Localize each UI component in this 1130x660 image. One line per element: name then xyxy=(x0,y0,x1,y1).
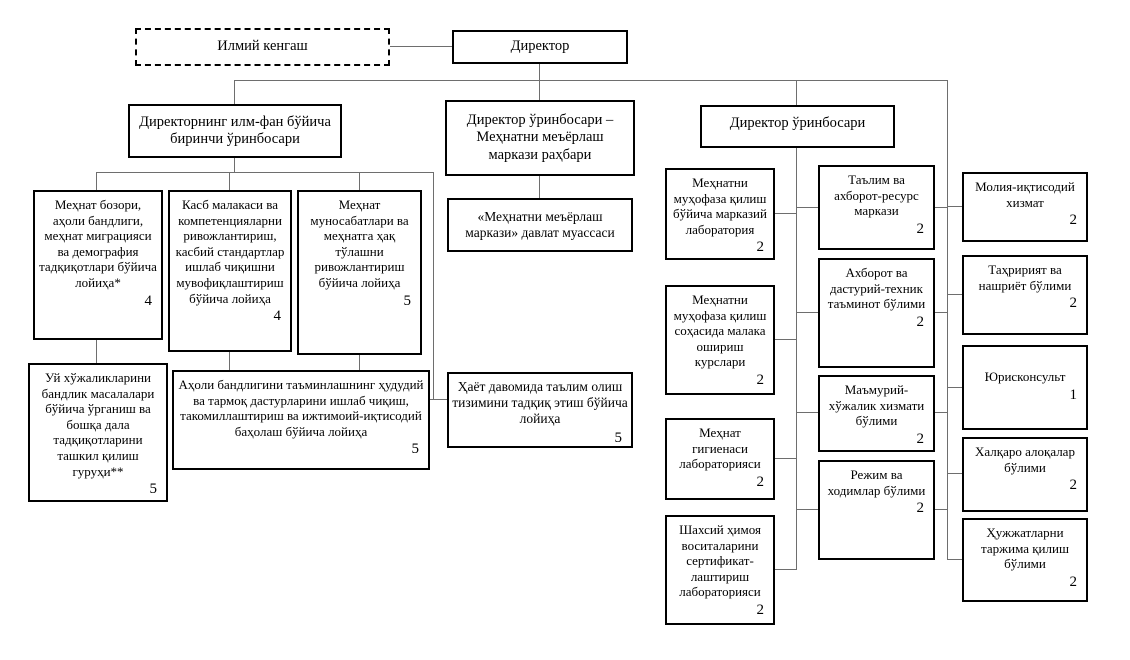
connector-line xyxy=(947,473,962,474)
connector-line xyxy=(96,172,97,191)
connector-line xyxy=(797,412,818,413)
staff-count: 2 xyxy=(1069,212,1077,229)
regime-personnel-dept-box xyxy=(818,460,935,560)
unit-label: Юрисконсульт xyxy=(984,369,1066,384)
connector-line xyxy=(234,80,235,105)
staff-count: 5 xyxy=(614,429,622,446)
connector-line xyxy=(797,207,818,208)
connector-line xyxy=(390,46,452,47)
deputy-label: Директор ўринбосари xyxy=(729,115,866,131)
connector-line xyxy=(234,80,948,81)
hygiene-lab-box xyxy=(665,418,775,500)
labor-protection-lab-box xyxy=(665,168,775,260)
unit-label: Меҳнат гигиенаси лабораторияси xyxy=(679,425,761,472)
connector-line xyxy=(947,387,962,388)
staff-count: 2 xyxy=(1069,573,1077,590)
connector-line xyxy=(775,213,797,214)
unit-label: Касб малакаси ва компетенцияларни ривожлантириш, касбий стандартлар ишлаб чиқишни мувофиқлаштириш бўйича лойиҳа xyxy=(175,197,285,306)
staff-count: 2 xyxy=(1069,295,1077,312)
connector-line xyxy=(359,355,360,371)
unit-label: Меҳнат бозори, аҳоли бандлиги, меҳнат миграцияси ва демография тадқиқотлари бўйича лойиҳа* xyxy=(39,197,157,290)
connector-line xyxy=(359,172,360,191)
connector-line xyxy=(96,340,97,364)
unit-label: Таълим ва ахборот-ресурс маркази xyxy=(834,172,919,219)
connector-line xyxy=(229,352,230,371)
connector-line xyxy=(229,172,230,191)
household-group-box xyxy=(28,363,168,502)
labor-relations-project-box xyxy=(297,190,422,355)
unit-label: Шахсий ҳимоя воситаларини сертификат-лаштириш лабораторияси xyxy=(679,522,761,600)
unit-label: Аҳоли бандлигини таъминлашнинг ҳудудий ва тармоқ дастурларини ишлаб чиқиш, такомиллаштириш ва ижтимоий-иқтисодий баҳолаш бўйича лойиҳа xyxy=(178,377,424,439)
unit-label: Маъмурий-хўжалик хизмати бўлими xyxy=(828,382,925,429)
connector-line xyxy=(96,172,434,173)
staff-count: 4 xyxy=(144,292,152,309)
connector-line xyxy=(797,509,818,510)
staff-count: 2 xyxy=(756,601,764,618)
unit-label: Уй хўжаликларини бандлик масалалари бўйича ўрганиш ва бошқа дала тадқиқотларини ташкил қилиш гуруҳи** xyxy=(41,370,155,479)
norm-deputy-box xyxy=(445,100,635,176)
staff-count: 4 xyxy=(273,308,281,325)
staff-count: 2 xyxy=(756,239,764,256)
staff-count: 2 xyxy=(1069,477,1077,494)
labor-market-project-box xyxy=(33,190,163,340)
unit-label: Таҳририят ва нашриёт бўлими xyxy=(978,262,1072,293)
education-resource-center-box xyxy=(818,165,935,250)
editorial-dept-box xyxy=(962,255,1088,335)
translation-dept-box xyxy=(962,518,1088,602)
competence-project-box xyxy=(168,190,292,352)
connector-line xyxy=(539,80,540,101)
staff-count: 2 xyxy=(756,473,764,490)
connector-line xyxy=(947,80,948,560)
connector-line xyxy=(775,339,797,340)
unit-label: Ахборот ва дастурий-техник таъминот бўлими xyxy=(827,265,926,312)
unit-label: Режим ва ходимлар бўлими xyxy=(827,467,926,498)
qualification-courses-box xyxy=(665,285,775,395)
unit-label: Ҳужжатларни таржима қилиш бўлими xyxy=(981,525,1069,572)
connector-line xyxy=(775,458,797,459)
admin-service-dept-box xyxy=(818,375,935,452)
connector-line xyxy=(433,172,434,400)
science-council-label: Илмий кенгаш xyxy=(217,38,308,55)
connector-line xyxy=(797,312,818,313)
staff-count: 2 xyxy=(756,371,764,388)
connector-line xyxy=(947,206,962,207)
director-label: Директор xyxy=(510,38,570,55)
finance-service-box xyxy=(962,172,1088,242)
employment-program-project-box xyxy=(172,370,430,470)
director-box xyxy=(452,30,628,64)
unit-label: Молия-иқтисодий хизмат xyxy=(975,179,1075,210)
unit-label: Ҳаёт давомида таълим олиш тизимини тадқиқ этиш бўйича лойиҳа xyxy=(452,379,628,427)
science-council-box xyxy=(135,28,390,66)
connector-line xyxy=(234,158,235,173)
staff-count: 2 xyxy=(916,430,924,447)
connector-line xyxy=(796,148,797,570)
staff-count: 2 xyxy=(916,220,924,237)
staff-count: 5 xyxy=(149,481,157,498)
norm-center-label: «Меҳнатни меъёрлаш маркази» давлат муассаси xyxy=(465,208,615,240)
first-deputy-label: Директорнинг илм-фан бўйича биринчи ўринбосари xyxy=(139,113,331,147)
connector-line xyxy=(796,80,797,106)
legal-counsel-box xyxy=(962,345,1088,430)
norm-center-box xyxy=(447,198,633,252)
international-dept-box xyxy=(962,437,1088,512)
connector-line xyxy=(539,64,540,81)
staff-count: 1 xyxy=(1069,386,1077,403)
staff-count: 2 xyxy=(916,500,924,517)
staff-count: 5 xyxy=(403,292,411,309)
norm-deputy-label: Директор ўринбосари – Меҳнатни меъёрлаш маркази раҳбари xyxy=(466,111,614,163)
it-support-dept-box xyxy=(818,258,935,368)
connector-line xyxy=(947,294,962,295)
unit-label: Меҳнатни муҳофаза қилиш бўйича марказий лаборатория xyxy=(673,175,767,237)
first-deputy-box xyxy=(128,104,342,158)
staff-count: 2 xyxy=(916,313,924,330)
connector-line xyxy=(775,569,797,570)
unit-label: Меҳнат муносабатлари ва меҳнатга ҳақ тўлашни ривожлантириш бўйича лойиҳа xyxy=(310,197,409,290)
deputy-box xyxy=(700,105,895,148)
connector-line xyxy=(947,559,962,560)
unit-label: Халқаро алоқалар бўлими xyxy=(975,444,1075,475)
connector-line xyxy=(539,176,540,199)
unit-label: Меҳнатни муҳофаза қилиш соҳасида малака ошириш курслари xyxy=(673,292,767,370)
staff-count: 5 xyxy=(411,441,419,458)
lifelong-learning-project-box xyxy=(447,372,633,448)
ppe-cert-lab-box xyxy=(665,515,775,625)
